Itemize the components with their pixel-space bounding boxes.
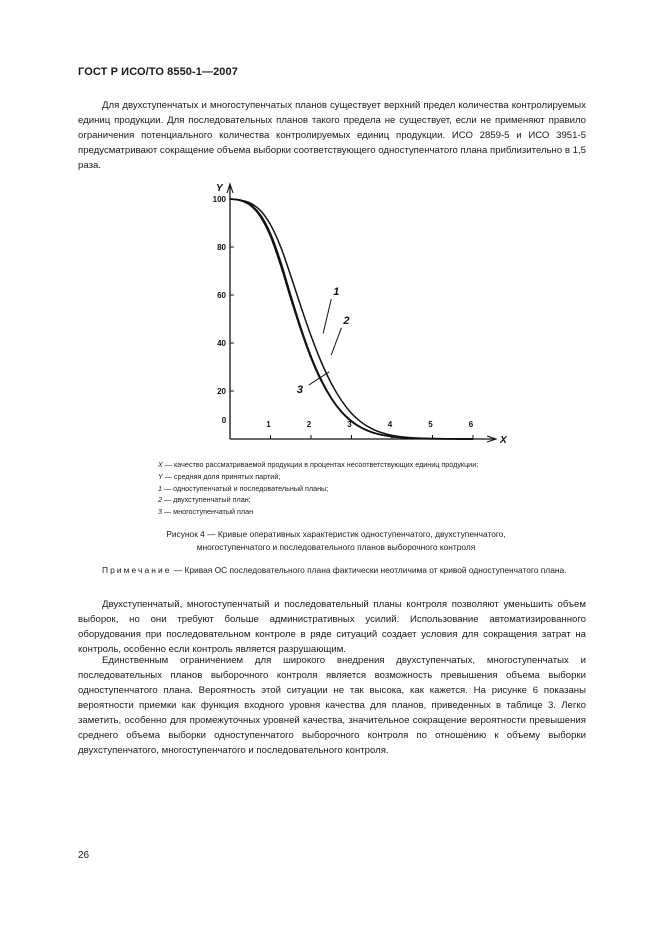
legend-text: — многоступенчатый план <box>162 507 254 517</box>
oc-curve-1 <box>230 199 473 439</box>
y-tick-label: 80 <box>217 243 226 252</box>
paragraph-limitations: Единственным ограничением для широкого внедрения двухступенчатых, многоступенчатых и последовательных планов выборочного контроля является возможность превышения объема выборки одноступенчатого плана. Вероятность этой ситуации не так высока, как кажется. На рисунке 6 показаны вероятности приемки как функция входного уровня качества для планов, приведенных в таблице 3. Легко заметить, особенно для промежуточных уровней качества, значительное сокращение вероятности превышения среднего объема выборки одноступенчатого выборочного контроля по отношению к объему выборки двухступенчатого, многоступенчатого и последовательного контроля. <box>78 655 586 756</box>
legend-item <box>158 506 478 518</box>
x-tick-label: 0 <box>221 416 227 425</box>
curve-label: 3 <box>296 384 303 396</box>
y-tick-label: 20 <box>217 387 226 396</box>
note-text: — Кривая ОС последовательного плана фактически неотличима от кривой одноступенчатого плана. <box>171 565 567 575</box>
y-tick-label: 40 <box>217 339 226 348</box>
legend-item <box>158 483 478 495</box>
y-axis-label: Y <box>216 183 223 194</box>
page-number: 26 <box>78 850 90 861</box>
paragraph-sample-limits: Для двухступенчатых и многоступенчатых планов существует верхний предел количества контролируемых единиц продукции. Для последовательных планов такого предела не существует, если не применяют правило ограничения потенциального количества контролируемых единиц продукции. ИСО 2859-5 и ИСО 3951-5 предусматривают сокращение объема выборки соответствующего одноступенчатого плана приблизительно в 1,5 раза. <box>78 100 586 171</box>
curve-leader-line <box>323 299 331 333</box>
y-tick-label: 60 <box>217 291 226 300</box>
caption-line: Рисунок 4 — Кривые оперативных характеристик одноступенчатого, двухступенчатого, <box>166 529 506 539</box>
curve-label: 1 <box>333 286 340 298</box>
document-header: ГОСТ Р ИСО/ТО 8550-1—2007 <box>78 66 238 78</box>
y-tick-label: 100 <box>212 195 226 204</box>
legend-text: — качество рассматриваемой продукции в процентах несоответствующих единиц продукции; <box>162 460 479 469</box>
figure-caption <box>110 528 562 554</box>
x-tick-label: 4 <box>387 420 393 429</box>
chart-axes <box>216 183 508 446</box>
legend-symbol: Y <box>158 471 163 481</box>
x-tick-label: 6 <box>468 420 474 429</box>
x-tick-label: 5 <box>428 420 433 429</box>
oc-curves-chart <box>190 178 507 458</box>
x-tick-label: 3 <box>347 420 352 429</box>
legend-symbol: 1 <box>158 483 162 493</box>
chart-curves <box>230 199 473 439</box>
x-tick-label: 2 <box>306 420 312 429</box>
oc-curve-3 <box>230 199 473 439</box>
legend-item <box>158 459 478 471</box>
x-axis-label: X <box>500 435 507 446</box>
caption-line: многоступенчатого и последовательного планов выборочного контроля <box>196 542 476 552</box>
legend-text: — средняя доля принятых партий; <box>162 471 281 481</box>
note <box>78 564 586 577</box>
legend-text: — двухступенчатый план; <box>162 495 251 505</box>
legend-symbol: X <box>158 460 163 469</box>
paragraph-plan-comparison: Двухступенчатый, многоступенчатый и последовательный планы контроля позволяют уменьшить объем выборок, но они требуют больше административных усилий. Использование автоматизированного оборудования при последовательном контроле в ряде ситуаций создает условия для сокращения затрат на контроль, особенно если контроль является разрушающим. <box>78 599 586 655</box>
legend-item <box>158 471 478 483</box>
curve-leader-line <box>331 328 341 355</box>
note-label: Примечание <box>102 565 172 575</box>
legend-item <box>158 494 478 506</box>
legend-symbol: 2 <box>158 495 162 505</box>
x-tick-label: 1 <box>266 420 271 429</box>
legend-symbol: 3 <box>158 507 162 517</box>
figure-legend <box>158 459 478 518</box>
oc-curve-2 <box>230 199 473 439</box>
legend-text: — одноступенчатый и последовательный планы; <box>162 483 329 493</box>
curve-label: 2 <box>343 314 350 327</box>
